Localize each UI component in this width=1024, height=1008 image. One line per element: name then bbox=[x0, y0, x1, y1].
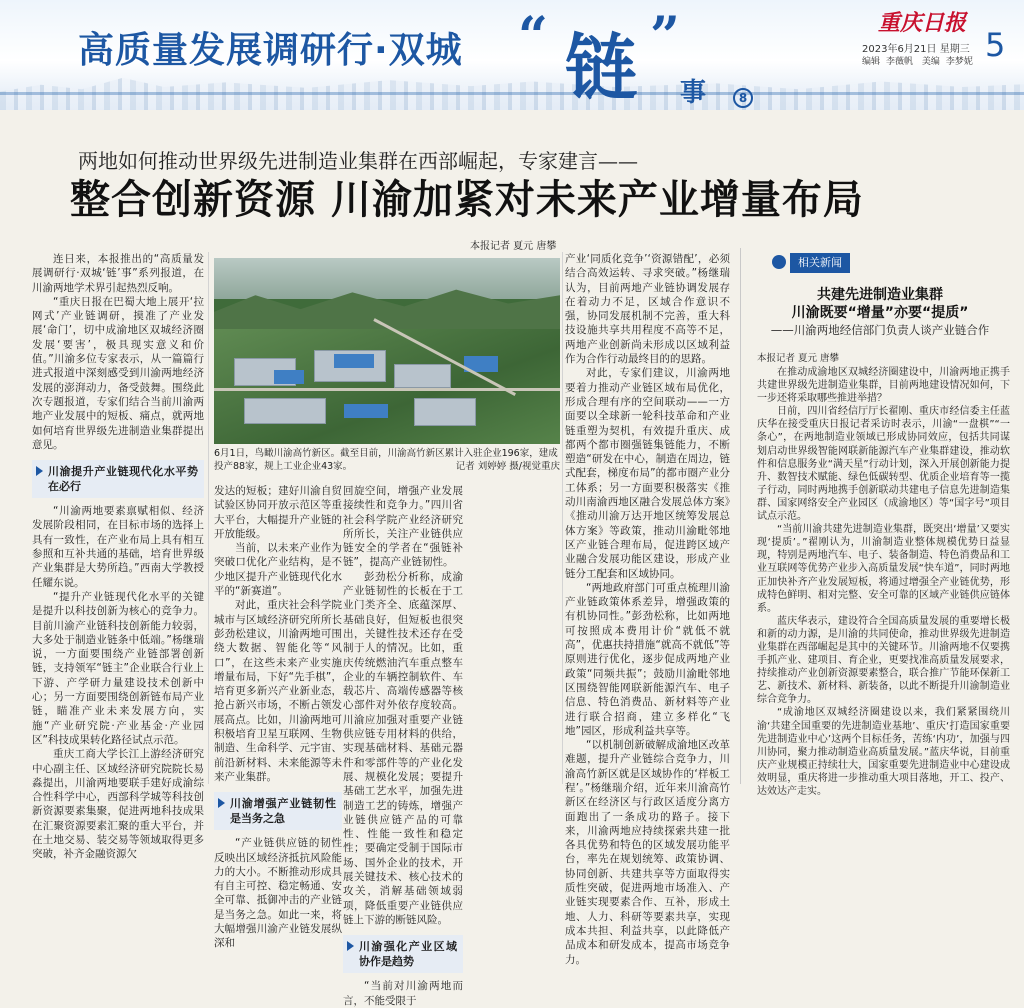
article-column-3 bbox=[343, 484, 463, 1007]
sidebar-subtitle: ——川渝两地经信部门负责人谈产业链合作 bbox=[770, 323, 990, 337]
open-quote-mark: “ bbox=[518, 6, 548, 67]
paragraph: 连日来，本报推出的“高质量发展调研行·双城‘链’事”系列报道，在川渝两地学术界引起热烈反响。 bbox=[32, 253, 204, 294]
sidebar-title-line1: 共建先进制造业集群 bbox=[817, 287, 943, 303]
paragraph: 重庆工商大学长江上游经济研究中心副主任、区域经济研究院院长易淼提出，川渝两地要联手建好成渝综合性科学中心，西部科学城等科技创新资源要素集聚，促进两地科技成果在汇聚资源要素汇聚的重大平台，并在土地交易、装交易等领域取得更多突破，补齐金融资源欠 bbox=[32, 748, 204, 861]
series-kicker: 高质量发展调研行·双城 bbox=[78, 30, 463, 71]
page-number: 5 bbox=[985, 26, 1006, 64]
photo-factory bbox=[414, 398, 476, 426]
article-byline: 本报记者 夏元 唐攀 bbox=[470, 241, 557, 252]
section-banner bbox=[0, 0, 1024, 110]
paragraph: 对此，重庆社会科学院城市与区域经济研究所所长彭劲松建议，川渝两地可围绕大数据、智能化等“风口”，在这些未来产业实施增量布局，下好“先手棋”，培育更多新兴产业新业态，抢占新兴市场，不断占领发展高点。比如，川渝两地可积极培育卫星互联网、生物制造、生命科学、元宇宙、前沿新材料、未来能源等未来产业集群。 bbox=[214, 599, 342, 783]
staff-line bbox=[862, 54, 979, 67]
paragraph: “提升产业链现代化水平的关键是提升以科技创新为核心的竞争力。目前川渝产业链科技创新能力较弱，大多处于制造业链条中低端。”杨继瑞说，一方面要围绕产业链部署创新链，支持领军“链主”企业联合行业上下游、产学研力量建设技术创新中心；另一方面要围绕创新链布局产业链，瞄准产业未来发展方向，实施“产业研究院·产业基金·产业园区”科技成果转化路径试点示范。 bbox=[32, 590, 204, 746]
article-headline: 整合创新资源 川渝加紧对未来产业增量布局 bbox=[70, 176, 864, 223]
paragraph: 产业‘同质化竞争’‘资源错配’，必须结合高效运转、寻求突破。”杨继瑞认为，目前两地产业链协调发展存在着动力不足，区域合作意识不强，协同发展机制不完善，重大科技设施共享共用程度不高等不足，两地产业创新尚未形成以区域利益作为合作行动最终目的的思路。 bbox=[565, 253, 730, 366]
series-kicker-chain: 链 bbox=[565, 25, 638, 110]
paragraph: 回旋空间，增强产业发展接续性和竞争力。”四川省社会科学院产业经济研究所所长，关注产业链供应链安全的学者在“强链补链”，提高产业链韧性。 bbox=[343, 485, 463, 569]
caption-text: 6月1日，鸟瞰川渝高竹新区。截至目前，川渝高竹新区累计入驻企业196家，建成投产88家，规上工业企业43家。 bbox=[214, 448, 558, 472]
location-pin-icon bbox=[772, 255, 786, 269]
paragraph: “以机制创新破解成渝地区改革难题，提升产业链综合竞争力，川渝高竹新区就是区域协作的‘样板工程’。”杨继瑞介绍，近年来川渝高竹新区在经济区与行政区适度分离方面跑出了一条成功的路子。接下来，川渝两地应持续探索共建一批各具优势和特色的区域发展功能平台，率先在规划统筹、政策协调、协同创新、共建共享等方面取得实质性突破，促进两地市场准入、产业链实现要素合作、互补，形成土地、人力、科研等要素共享，实现成本共担、利益共享，以此降低产品成本和研发成本，提高市场竞争力。 bbox=[565, 739, 730, 966]
photo-caption bbox=[214, 447, 560, 473]
photo-factory-roof bbox=[344, 404, 388, 418]
editor-label: 编辑 bbox=[862, 57, 881, 67]
section-subhead: 川渝增强产业链韧性是当务之急 bbox=[214, 792, 342, 830]
photo-factory-roof bbox=[334, 354, 374, 368]
paragraph: “当前川渝共建先进制造业集群，既突出‘增量’又要实现‘提质’。”翟刚认为，川渝制造业整体规模优势日益显现，特别是两地汽车、电子、装备制造、特色消费品和工业互联网等优势产业步入高质量发展“快车道”，同时两地正加快补齐产业发展短板，将通过增强全产业链优势，形成特色鲜明、相对完整、安全可靠的区域产业链供应链体系。 bbox=[757, 524, 1010, 614]
aerial-photo-gaozhu bbox=[214, 258, 560, 444]
section-subhead: 川渝提升产业链现代化水平势在必行 bbox=[32, 460, 204, 498]
paragraph: 发达的短板；建好川渝自贸试验区协同开放示范区等重大平台，大幅提升产业链的开放能级。 bbox=[214, 485, 342, 540]
article-column-1 bbox=[32, 252, 204, 861]
paragraph: “川渝两地要素禀赋相似、经济发展阶段相同，在目标市场的选择上具有一致性，在产业布局上具有相互参照和互补共通的基础，培育世界级产业集群是大势所趋。”西南大学教授任耀东说。 bbox=[32, 505, 204, 589]
series-number-badge: 8 bbox=[733, 88, 753, 108]
photo-factory bbox=[394, 364, 451, 388]
paragraph: 当前，以未来产业作为突破口优化产业结构，是不少地区提升产业链现代化水平的“新赛道”。 bbox=[214, 542, 342, 598]
related-news-label: 相关新闻 bbox=[790, 253, 850, 273]
paragraph: 对此，专家们建议，川渝两地要着力推动产业链区域布局优化，形成合理有序的空间联动——一方面要以全球新一轮科技革命和产业链重塑为契机，有效提升重庆、成都两个都市圈强链集链能力，不断塑造“研发在中心，制造在周边，链式配套，梯度布局”的都市圈产业分工体系；另一方面要积极落实《推动川南渝西地区融合发展总体方案》《推动川渝万达开地区统筹发展总体方案》等政策，推动川渝毗邻地区产业链合理布局，促进跨区域产业融合发展功能区建设，形成产业链分工配套和区域协同。 bbox=[565, 367, 730, 580]
designer-name: 李梦妮 bbox=[945, 57, 973, 67]
article-column-2 bbox=[214, 484, 342, 950]
issue-weekday: 星期三 bbox=[939, 44, 970, 55]
paragraph: “重庆日报在巴蜀大地上展开‘拉网式’产业链调研，摸准了产业发展‘命门’，切中成渝地区双城经济圈发展‘要害’，极具现实意义和价值。”川渝多位专家表示，从一篇篇行进式报道中深刻感受到川渝两地经济发展的澎湃动力，备受鼓舞。围绕此次专题报道，专家们结合当前川渝两地产业发展中的短板、痛点，就两地如何培育世界级先进制造业集群提出意见。 bbox=[32, 295, 204, 451]
photo-factory bbox=[244, 398, 326, 424]
sidebar-byline: 本报记者 夏元 唐攀 bbox=[757, 353, 840, 364]
column-divider bbox=[208, 252, 209, 784]
column-divider bbox=[562, 252, 563, 784]
photo-credit: 记者 刘婷婷 摄/视觉重庆 bbox=[455, 461, 560, 472]
photo-sky bbox=[214, 258, 560, 299]
paragraph: “成渝地区双城经济圈建设以来，我们紧紧围绕川渝‘共建全国重要的先进制造业基地’、重庆‘打造国家重要先进制造业中心’这两个目标任务，苦练‘内功’，加强与四川协同，聚力推动制造业高质量发展。”蓝庆华说，目前重庆产业规模正持续壮大，国家重要先进制造业中心建设成效明显，重庆将进一步推动重大项目落地，开工、投产、达效达产走实。 bbox=[757, 707, 1010, 797]
sidebar-title-line2: 川渝既要“增量”亦要“提质” bbox=[791, 305, 969, 321]
series-kicker-tail: 事 bbox=[680, 78, 707, 108]
paragraph: 日前，四川省经信厅厅长翟刚、重庆市经信委主任蓝庆华在接受重庆日报记者采访时表示，川渝“一盘棋”“一条心”，在两地制造业领域已形成协同效应，包括共同谋划启动世界级智能网联新能源汽车产业集群建设，推动软件和信息服务业“满天星”行动计划，深入开展创新能力提升、数智技术赋能、绿色低碳转型、优质企业培育等一揽子行动，同时两地携手创新联动共建电子信息先进制造集群、国家网络安全产业园区（成渝地区）等“国字号”项目试点示范。 bbox=[757, 406, 1010, 523]
photo-fields bbox=[214, 329, 560, 444]
paragraph: 彭劲松分析称，成渝产业链韧性的长板在于工业门类齐全、底蕴深厚、基础良好，但短板也很突出，关键性技术还存在受制于人的情况。比如，重庆传统燃油汽车重点整车企业的车辆控制软件、车载芯片、高端传感器等核心部件对外依存度较高。川渝应加强对重要产业链供应链专用材料的供给，实现基础材料、基础元器件和零部件等的产业化发展、规模化发展；要提升基础工艺水平，加强先进制造工艺的铸炼，增强产业链供应链产品的可靠性、性能一致性和稳定性；要确定受制于国际市场、国外企业的技术，开展关键技术、核心技术的攻关，消解基础领域弱项，降低重要产业链供应链上下游的断链风险。 bbox=[343, 570, 463, 926]
article-subtitle: 两地如何推动世界级先进制造业集群在西部崛起，专家建言—— bbox=[78, 149, 638, 173]
paragraph: 蓝庆华表示，建设符合全国高质量发展的重要增长极和新的动力源，是川渝的共同使命，推动世界级先进制造业集群在西部崛起是其中的关键环节。川渝两地不仅要携手抓产业、建项目、育企业，更要找准高质量发展要求，持续推动产业创新资源要素整合，联合推广节能环保新工艺、新技术、新材料、新装备，以此不断提升川渝制造业综合竞争力。 bbox=[757, 615, 1010, 706]
banner-rule bbox=[0, 92, 1024, 95]
editor-name: 李薇帆 bbox=[886, 57, 914, 67]
paragraph: “当前对川渝两地而言，不能受限于 bbox=[343, 980, 463, 1007]
designer-label: 美编 bbox=[921, 57, 940, 67]
masthead-logo: 重庆日报 bbox=[878, 10, 967, 36]
paragraph: “产业链供应链的韧性反映出区域经济抵抗风险能力的大小。不断推动形成具有自主可控、稳定畅通、安全可靠、抵御冲击的产业链是当务之急。如此一来，将大幅增强川渝产业链发展纵深和 bbox=[214, 837, 342, 950]
paragraph: “两地政府部门可重点梳理川渝产业链政策体系差异，增强政策的有机协同性。”彭劲松称，比如两地可按照成本费用计价“就低不就高”，优惠扶持措施“就高不就低”等原则进行优化，逐步促成两地产业政策“同频共振”；鼓励川渝毗邻地区围绕智能网联新能源汽车、电子信息、特色消费品、新材料等产业进行联合招商，建立多样化“飞地”园区，形成利益共享等。 bbox=[565, 581, 730, 737]
issue-date: 2023年6月21日 bbox=[862, 44, 937, 55]
section-subhead: 川渝强化产业区域协作是趋势 bbox=[343, 935, 463, 973]
related-news-tag bbox=[772, 253, 872, 273]
paragraph: 在推动成渝地区双城经济圈建设中，川渝两地正携手共建世界级先进制造业集群，目前两地建设情况如何，下一步还将采取哪些推进举措？ bbox=[757, 367, 1010, 405]
article-column-4 bbox=[565, 252, 730, 966]
sidebar-body bbox=[757, 366, 1010, 797]
close-quote-mark: ” bbox=[650, 6, 680, 67]
dateline bbox=[862, 40, 970, 55]
photo-factory-roof bbox=[274, 370, 304, 384]
